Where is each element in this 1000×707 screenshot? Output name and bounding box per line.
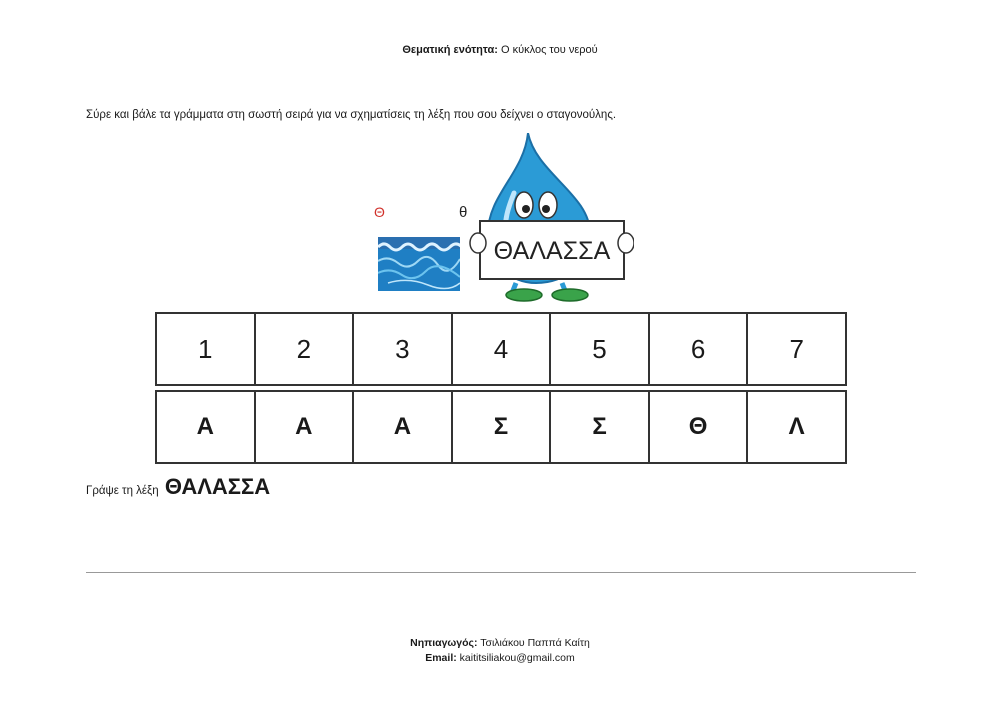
email-label: Email: bbox=[425, 652, 457, 664]
letter-tile[interactable]: Σ bbox=[452, 391, 551, 463]
header-value: Ο κύκλος του νερού bbox=[501, 44, 598, 56]
sea-image bbox=[378, 237, 460, 291]
email-value: kaititsiliakou@gmail.com bbox=[459, 652, 575, 664]
letter-tile[interactable]: Λ bbox=[747, 391, 846, 463]
letter-tile[interactable]: Α bbox=[353, 391, 452, 463]
sign-word: ΘΑΛΑΣΣΑ bbox=[493, 237, 611, 265]
write-word: ΘΑΛΑΣΣΑ bbox=[164, 474, 271, 499]
teacher-label: Νηπιαγωγός: bbox=[410, 637, 478, 649]
divider bbox=[86, 572, 916, 573]
numbers-row bbox=[155, 312, 847, 386]
hint-lower-letter: θ bbox=[459, 204, 468, 221]
instructions-text: Σύρε και βάλε τα γράμματα στη σωστή σειρά για να σχηματίσεις τη λέξη που σου δείχνει ο σταγονούλης. bbox=[86, 109, 617, 121]
header-label: Θεματική ενότητα: bbox=[402, 44, 498, 56]
droplet-mascot bbox=[466, 133, 634, 303]
number-cell: 5 bbox=[550, 313, 649, 385]
write-label: Γράψε τη λέξη bbox=[86, 485, 159, 497]
number-cell: 7 bbox=[747, 313, 846, 385]
number-cell: 1 bbox=[156, 313, 255, 385]
letter-tile[interactable]: Α bbox=[156, 391, 255, 463]
write-word-row bbox=[86, 474, 270, 500]
number-cell: 2 bbox=[255, 313, 354, 385]
number-cell: 4 bbox=[452, 313, 551, 385]
footer-teacher bbox=[0, 636, 1000, 651]
footer-email bbox=[0, 651, 1000, 666]
footer bbox=[0, 636, 1000, 666]
letter-tile[interactable]: Α bbox=[255, 391, 354, 463]
hint-upper-letter: Θ bbox=[374, 204, 385, 220]
letter-tile[interactable]: Σ bbox=[550, 391, 649, 463]
teacher-name: Τσιλιάκου Παππά Καίτη bbox=[480, 637, 590, 649]
number-cell: 6 bbox=[649, 313, 748, 385]
letters-row bbox=[155, 390, 847, 464]
letter-tile[interactable]: Θ bbox=[649, 391, 748, 463]
header-title bbox=[0, 44, 1000, 56]
number-cell: 3 bbox=[353, 313, 452, 385]
